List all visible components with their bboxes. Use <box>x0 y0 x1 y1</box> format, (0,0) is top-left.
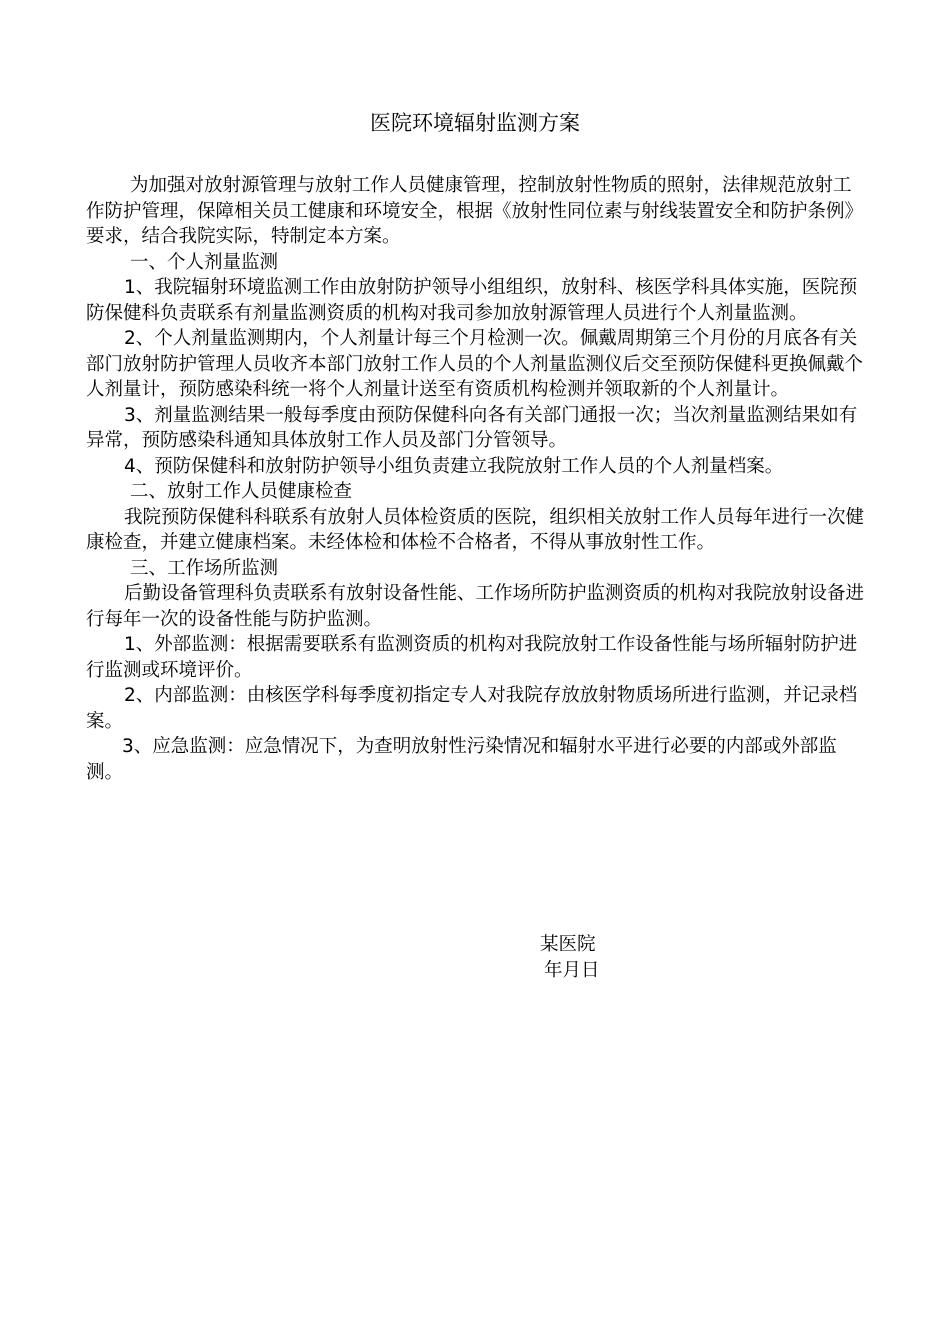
document-body <box>86 173 866 785</box>
section-heading-health-check: 二、放射工作人员健康检查 <box>130 481 353 502</box>
signature-date: 年月日 <box>544 959 600 981</box>
section-1-item-4: 4、预防保健科和放射防护领导小组负责建立我院放射工作人员的个人剂量档案。 <box>124 455 784 477</box>
section-3-item-3: 3、应急监测：应急情况下，为查明放射性污染情况和辐射水平进行必要的内部或外部监测。 <box>86 736 837 783</box>
signature-organization: 某医院 <box>540 934 596 955</box>
section-1-item-1: 1、我院辐射环境监测工作由放射防护领导小组组织，放射科、核医学科具体实施，医院预防保健科负责联系有剂量监测资质的机构对我司参加放射源管理人员进行个人剂量监测。 <box>86 277 858 324</box>
signature-block <box>540 932 600 983</box>
section-3-item-2: 2、内部监测：由核医学科每季度初指定专人对我院存放放射物质场所进行监测，并记录档案。 <box>86 685 858 732</box>
intro-paragraph: 为加强对放射源管理与放射工作人员健康管理，控制放射性物质的照射，法律规范放射工作防护管理，保障相关员工健康和环境安全，根据《放射性同位素与射线装置安全和防护条例》要求，结合我院实际，特制定本方案。 <box>86 175 864 247</box>
section-1-item-3: 3、剂量监测结果一般每季度由预防保健科向各有关部门通报一次；当次剂量监测结果如有异常，预防感染科通知具体放射工作人员及部门分管领导。 <box>86 404 858 451</box>
section-2-paragraph: 我院预防保健科科联系有放射人员体检资质的医院，组织相关放射工作人员每年进行一次健康检查，并建立健康档案。未经体检和体检不合格者，不得从事放射性工作。 <box>86 506 865 553</box>
section-3-paragraph: 后勤设备管理科负责联系有放射设备性能、工作场所防护监测资质的机构对我院放射设备进行每年一次的设备性能与防护监测。 <box>86 583 865 630</box>
section-heading-workplace-monitoring: 三、工作场所监测 <box>130 557 279 579</box>
section-1-item-2: 2、个人剂量监测期内，个人剂量计每三个月检测一次。佩戴周期第三个月份的月底各有关部门放射防护管理人员收齐本部门放射工作人员的个人剂量监测仪后交至预防保健科更换佩戴个人剂量计，预防感染科统一将个人剂量计送至有资质机构检测并领取新的个人剂量计。 <box>86 328 864 400</box>
section-heading-personal-dose: 一、个人剂量监测 <box>130 251 279 273</box>
document-title: 医院环境辐射监测方案 <box>370 111 580 135</box>
section-3-item-1: 1、外部监测：根据需要联系有监测资质的机构对我院放射工作设备性能与场所辐射防护进行监测或环境评价。 <box>86 634 858 681</box>
